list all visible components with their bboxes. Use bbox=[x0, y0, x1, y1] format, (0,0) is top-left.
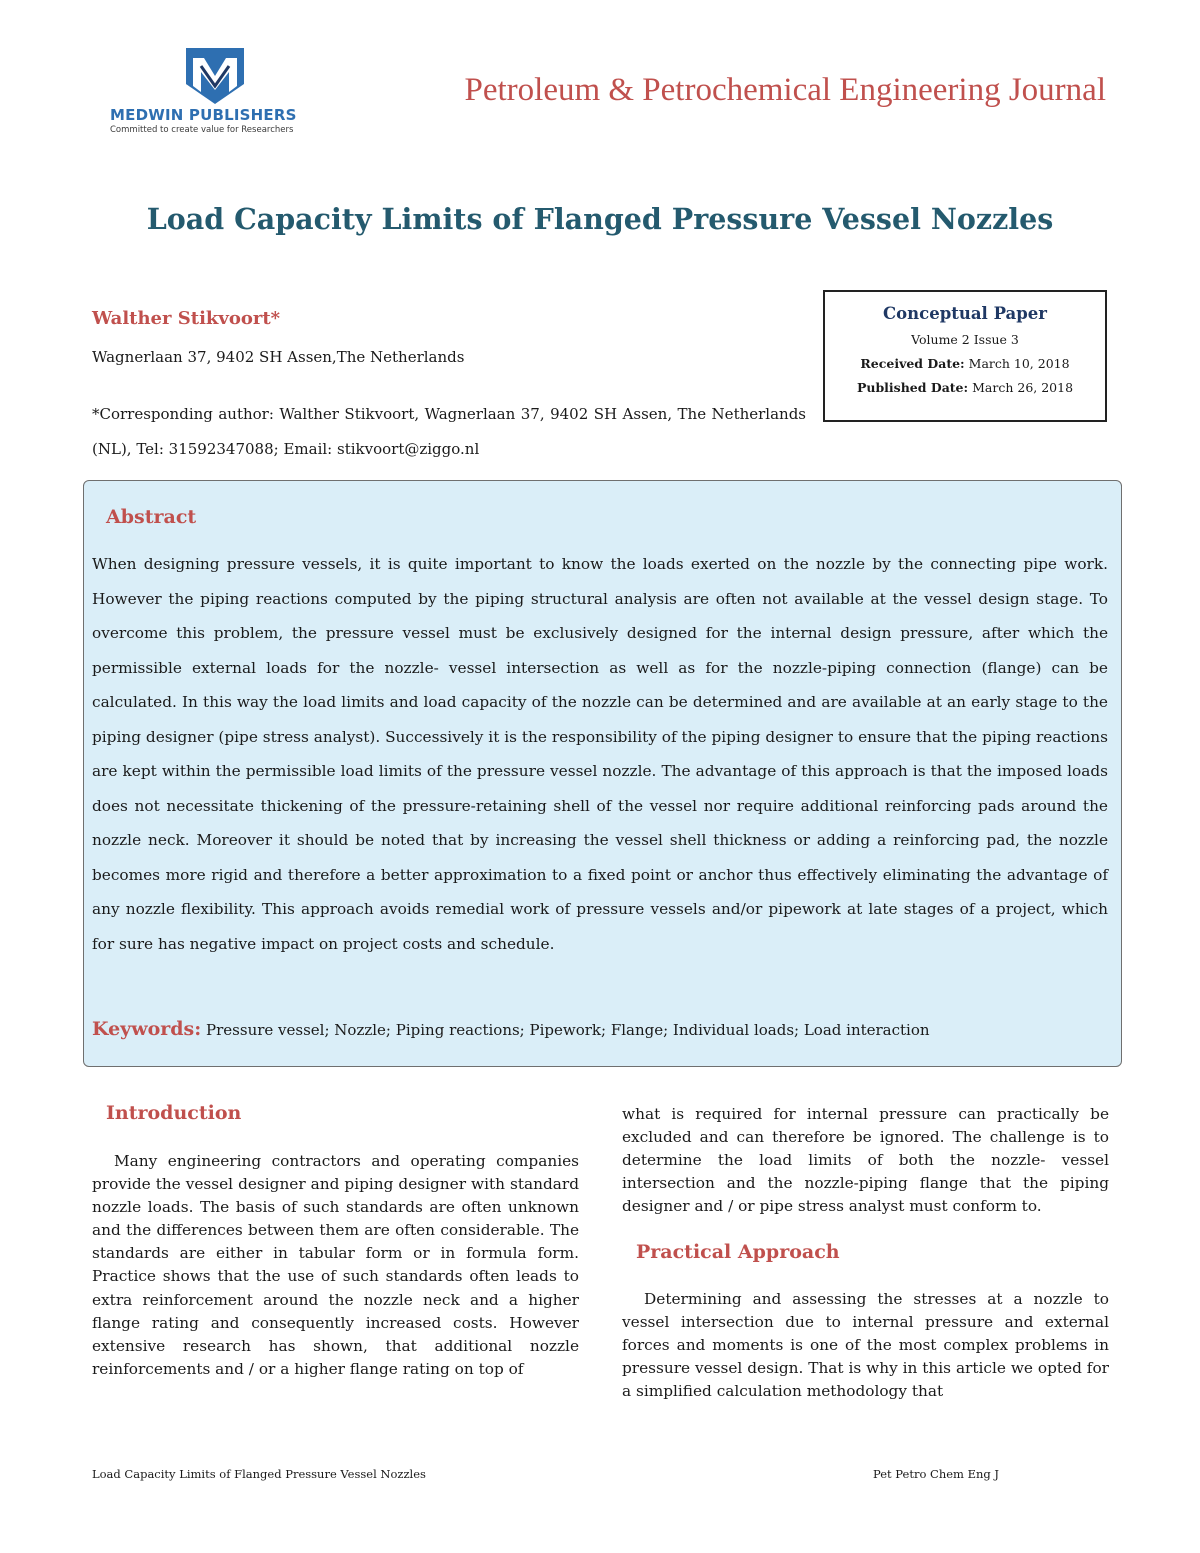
corresponding-author: *Corresponding author: Walther Stikvoort, Wagnerlaan 37, 9402 SH Assen, The Netherlands (NL), Tel: 31592347088; Email: stikvoort@ziggo.nl bbox=[92, 405, 806, 458]
medwin-shield-icon bbox=[110, 46, 320, 108]
received-date-value: March 10, 2018 bbox=[964, 356, 1070, 371]
author-affiliation: Wagnerlaan 37, 9402 SH Assen,The Netherlands bbox=[92, 348, 465, 366]
paper-title: Load Capacity Limits of Flanged Pressure Vessel Nozzles bbox=[146, 202, 1054, 236]
practical-approach-text: Determining and assessing the stresses at a nozzle to vessel intersection due to internal pressure and external forces and moments is one of the most complex problems in pressure vessel design. That is why in this article we opted for a simplified calculation methodology that bbox=[622, 1290, 1109, 1401]
keywords-list: Pressure vessel; Nozzle; Piping reactions; Pipework; Flange; Individual loads; Load interaction bbox=[201, 1021, 930, 1039]
article-info-box bbox=[823, 290, 1107, 422]
received-date bbox=[825, 356, 1105, 371]
abstract-text: When designing pressure vessels, it is quite important to know the loads exerted on the nozzle by the connecting pipe work. However the piping reactions computed by the piping structural analysis are often not available at the vessel design stage. To overcome this problem, the pressure vessel must be exclusively designed for the internal design pressure, after which the permissible external loads for the nozzle- vessel intersection as well as for the nozzle-piping connection (flange) can be calculated. In this way the load limits and load capacity of the nozzle can be determined and are available at an early stage to the piping designer (pipe stress analyst). Successively it is the responsibility of the piping designer to ensure that the piping reactions are kept within the permissible load limits of the pressure vessel nozzle. The advantage of this approach is that the imposed loads does not necessitate thickening of the pressure-retaining shell of the vessel nor require additional reinforcing pads around the nozzle neck. Moreover it should be noted that by increasing the vessel shell thickness or adding a reinforcing pad, the nozzle becomes more rigid and therefore a better approximation to a fixed point or anchor thus effectively eliminating the advantage of any nozzle flexibility. This approach avoids remedial work of pressure vessels and/or pipework at late stages of a project, which for sure has negative impact on project costs and schedule. bbox=[92, 555, 1108, 953]
journal-title: Petroleum & Petrochemical Engineering Journal bbox=[464, 72, 1106, 108]
author-name: Walther Stikvoort* bbox=[92, 308, 281, 329]
published-date-value: March 26, 2018 bbox=[968, 380, 1074, 395]
introduction-text: Many engineering contractors and operating companies provide the vessel designer and piping designer with standard nozzle loads. The basis of such standards are often unknown and the differences between them are often considerable. The standards are either in tabular form or in formula form. Practice shows that the use of such standards often leads to extra reinforcement around the nozzle neck and a higher flange rating and consequently increased costs. However extensive research has shown, that additional nozzle reinforcements and / or a higher flange rating on top of bbox=[92, 1152, 579, 1378]
practical-approach-heading: Practical Approach bbox=[636, 1241, 840, 1263]
keywords-label: Keywords: bbox=[92, 1018, 202, 1040]
keywords bbox=[92, 1018, 1108, 1040]
publisher-logo bbox=[110, 46, 320, 138]
abstract-heading: Abstract bbox=[106, 506, 197, 528]
received-date-label: Received Date: bbox=[860, 356, 965, 371]
publisher-name: MEDWIN PUBLISHERS bbox=[110, 106, 297, 124]
published-date bbox=[825, 380, 1105, 395]
published-date-label: Published Date: bbox=[856, 380, 969, 395]
introduction-continuation: what is required for internal pressure can practically be excluded and can therefore be ignored. The challenge is to determine the load limits of both the nozzle- vessel intersection and the nozzle-piping flange that the piping designer and / or pipe stress analyst must conform to. bbox=[622, 1105, 1109, 1216]
publisher-tagline: Committed to create value for Researchers bbox=[110, 125, 294, 135]
introduction-heading: Introduction bbox=[106, 1102, 242, 1124]
footer-journal-abbrev: Pet Petro Chem Eng J bbox=[873, 1467, 1000, 1481]
volume-issue: Volume 2 Issue 3 bbox=[911, 332, 1019, 347]
paper-type: Conceptual Paper bbox=[883, 304, 1047, 323]
footer-title: Load Capacity Limits of Flanged Pressure Vessel Nozzles bbox=[92, 1467, 426, 1481]
